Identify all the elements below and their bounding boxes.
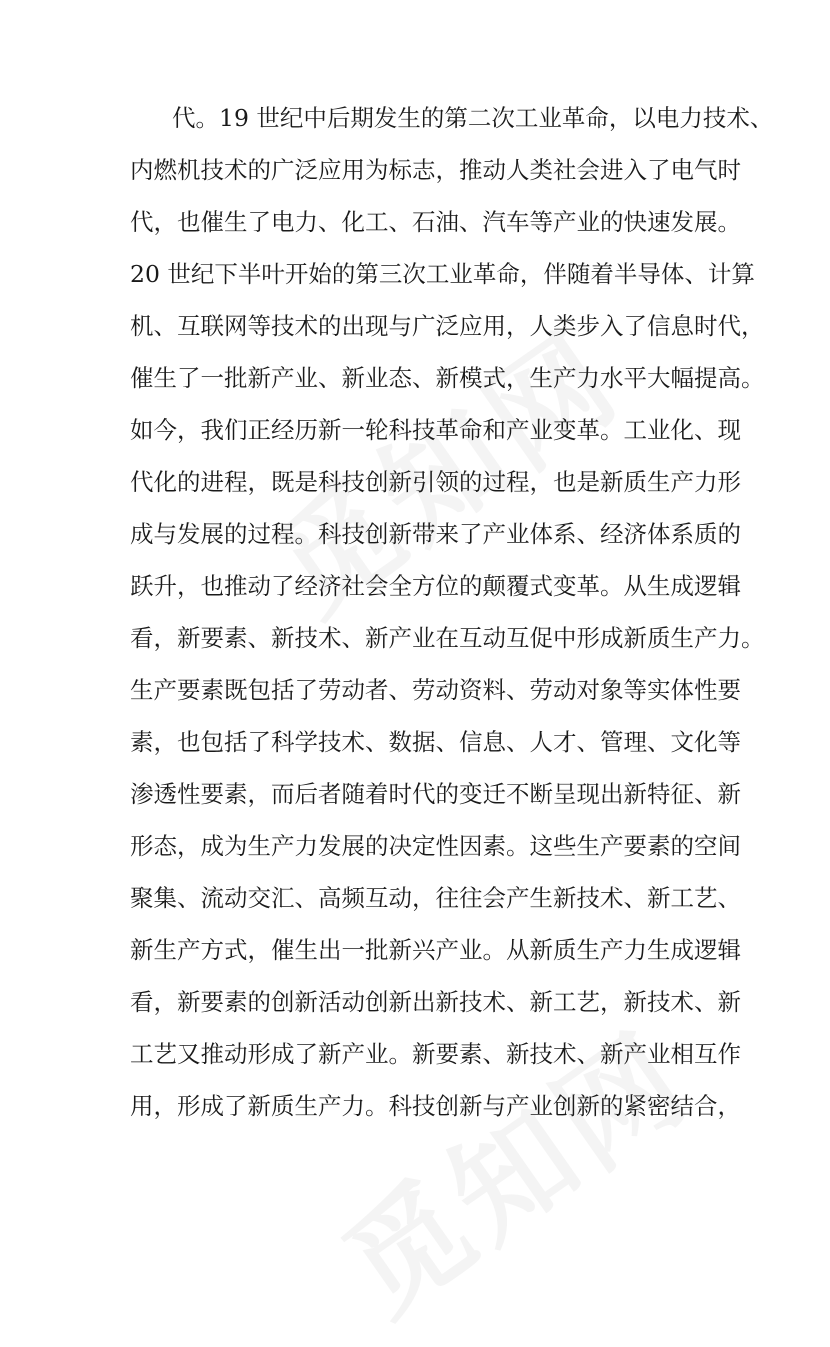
text-line: 聚集、流动交汇、高频互动，往往会产生新技术、新工艺、 bbox=[130, 884, 741, 912]
text-line: 看，新要素的创新活动创新出新技术、新工艺，新技术、新 bbox=[130, 988, 741, 1016]
text-line: 20 世纪下半叶开始的第三次工业革命，伴随着半导体、计算 bbox=[130, 260, 755, 288]
text-line: 跃升，也推动了经济社会全方位的颠覆式变革。从生成逻辑 bbox=[130, 572, 741, 600]
text-line: 素，也包括了科学技术、数据、信息、人才、管理、文化等 bbox=[130, 728, 741, 756]
text-line: 机、互联网等技术的出现与广泛应用，人类步入了信息时代， bbox=[130, 312, 765, 340]
text-line: 看，新要素、新技术、新产业在互动互促中形成新质生产力。 bbox=[130, 624, 765, 652]
text-line: 如今，我们正经历新一轮科技革命和产业变革。工业化、现 bbox=[130, 416, 741, 444]
text-line: 内燃机技术的广泛应用为标志，推动人类社会进入了电气时 bbox=[130, 156, 741, 184]
text-line: 代。19 世纪中后期发生的第二次工业革命，以电力技术、 bbox=[172, 104, 774, 132]
text-line: 代，也催生了电力、化工、石油、汽车等产业的快速发展。 bbox=[130, 208, 741, 236]
text-line: 代化的进程，既是科技创新引领的过程，也是新质生产力形 bbox=[130, 468, 741, 496]
text-line: 渗透性要素，而后者随着时代的变迁不断呈现出新特征、新 bbox=[130, 780, 741, 808]
text-line: 工艺又推动形成了新产业。新要素、新技术、新产业相互作 bbox=[130, 1040, 741, 1068]
text-line: 用，形成了新质生产力。科技创新与产业创新的紧密结合， bbox=[130, 1092, 741, 1120]
text-line: 催生了一批新产业、新业态、新模式，生产力水平大幅提高。 bbox=[130, 364, 765, 392]
text-line: 形态，成为生产力发展的决定性因素。这些生产要素的空间 bbox=[130, 832, 741, 860]
text-line: 生产要素既包括了劳动者、劳动资料、劳动对象等实体性要 bbox=[130, 676, 741, 704]
text-line: 成与发展的过程。科技创新带来了产业体系、经济体系质的 bbox=[130, 520, 741, 548]
text-line: 新生产方式，催生出一批新兴产业。从新质生产力生成逻辑 bbox=[130, 936, 741, 964]
